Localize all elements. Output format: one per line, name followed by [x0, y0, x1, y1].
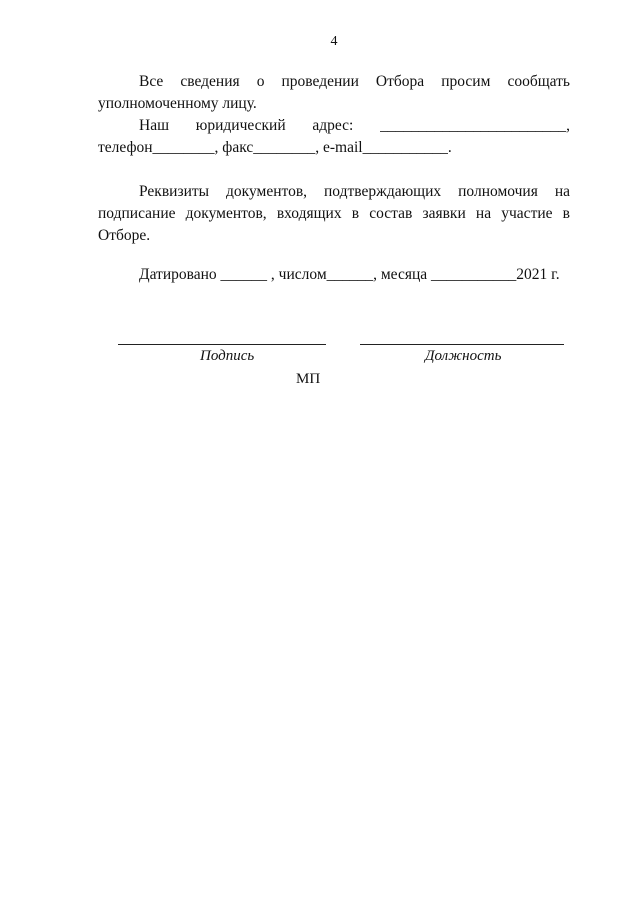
signature-line [118, 344, 326, 345]
address-paragraph [98, 115, 570, 159]
address-label-legal: юридический [195, 117, 286, 134]
address-line [98, 115, 570, 137]
signature-caption: Подпись [200, 348, 255, 364]
dated-line: Датировано ______ , числом______, месяца ___________2021 г. [139, 266, 560, 283]
address-label-address: адрес: [312, 117, 354, 134]
address-label-our: Наш [139, 117, 170, 134]
position-line [360, 344, 564, 345]
requisites-paragraph: Реквизиты документов, подтверждающих полномочия на подписание документов, входящих в состав заявки на участие в Отборе. [98, 183, 570, 244]
page-number: 4 [330, 34, 338, 49]
address-blank-field: ________________________, [380, 117, 570, 134]
stamp-label: МП [296, 371, 321, 387]
notice-paragraph: Все сведения о проведении Отбора просим сообщать уполномоченному лицу. [98, 73, 570, 112]
contact-line: телефон________, факс________, e-mail___________. [98, 139, 452, 156]
position-caption: Должность [425, 348, 502, 364]
